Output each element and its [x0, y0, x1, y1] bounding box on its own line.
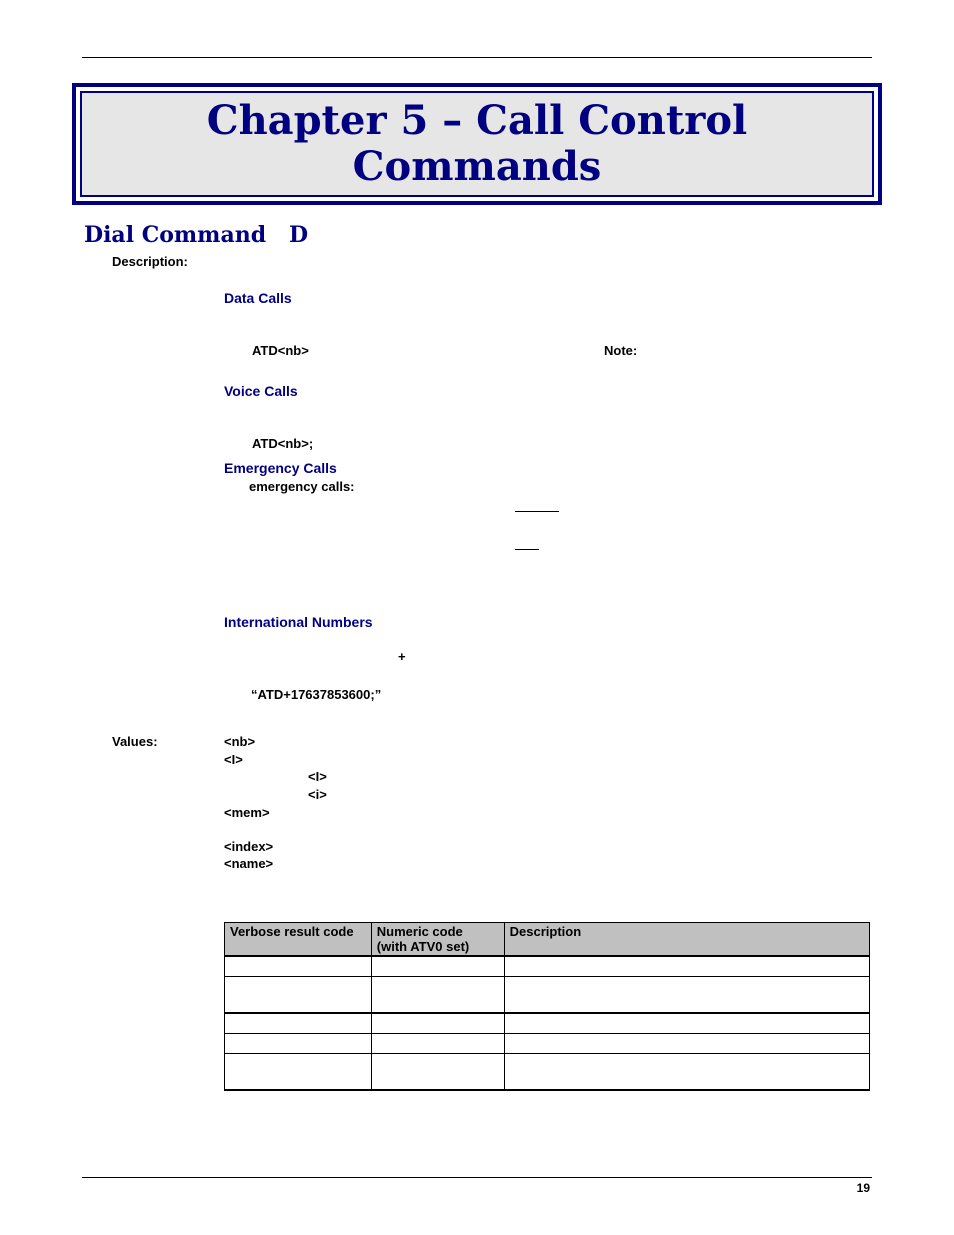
param-I: <I>	[224, 752, 243, 767]
note-label: Note:	[604, 343, 638, 358]
chapter-title: Chapter 5 – Call Control Commands	[206, 97, 748, 190]
table-row	[225, 977, 870, 1014]
param-i-value: <i>	[308, 787, 327, 802]
result-code-table	[224, 922, 870, 1091]
header-verbose-result-code: Verbose result code	[225, 923, 372, 957]
chapter-banner-inner	[80, 91, 874, 197]
chapter-banner	[72, 83, 882, 205]
param-nb: <nb>	[224, 734, 256, 749]
plus-sign: +	[398, 649, 406, 664]
voice-call-command: ATD<nb>;	[252, 436, 314, 451]
param-mem: <mem>	[224, 805, 270, 820]
header-numeric-code-line2: (with ATV0 set)	[376, 939, 470, 954]
table-row	[225, 956, 870, 977]
bottom-rule	[82, 1177, 872, 1178]
top-rule	[82, 57, 872, 58]
param-I-value: <I>	[308, 769, 327, 784]
voice-calls-heading: Voice Calls	[224, 383, 298, 399]
underline-mark-1	[515, 511, 559, 512]
table-row	[225, 1034, 870, 1054]
international-numbers-heading: International Numbers	[224, 614, 373, 630]
header-numeric-code-line1: Numeric code	[376, 924, 463, 939]
header-numeric-code	[371, 923, 504, 957]
table-row	[225, 1054, 870, 1091]
values-label: Values:	[112, 734, 158, 749]
data-call-command: ATD<nb>	[252, 343, 309, 358]
param-name: <name>	[224, 856, 274, 871]
description-label: Description:	[112, 254, 188, 269]
table-row	[225, 1013, 870, 1034]
section-title: Dial Command D	[84, 222, 309, 248]
data-calls-heading: Data Calls	[224, 290, 292, 306]
header-description: Description	[504, 923, 869, 957]
param-index: <index>	[224, 839, 274, 854]
table-header-row	[225, 923, 870, 957]
emergency-calls-heading: Emergency Calls	[224, 460, 337, 476]
international-example: “ATD+17637853600;”	[251, 687, 382, 702]
page-number: 19	[856, 1181, 870, 1195]
underline-mark-2	[515, 549, 539, 550]
emergency-calls-subheading: emergency calls:	[249, 479, 355, 494]
